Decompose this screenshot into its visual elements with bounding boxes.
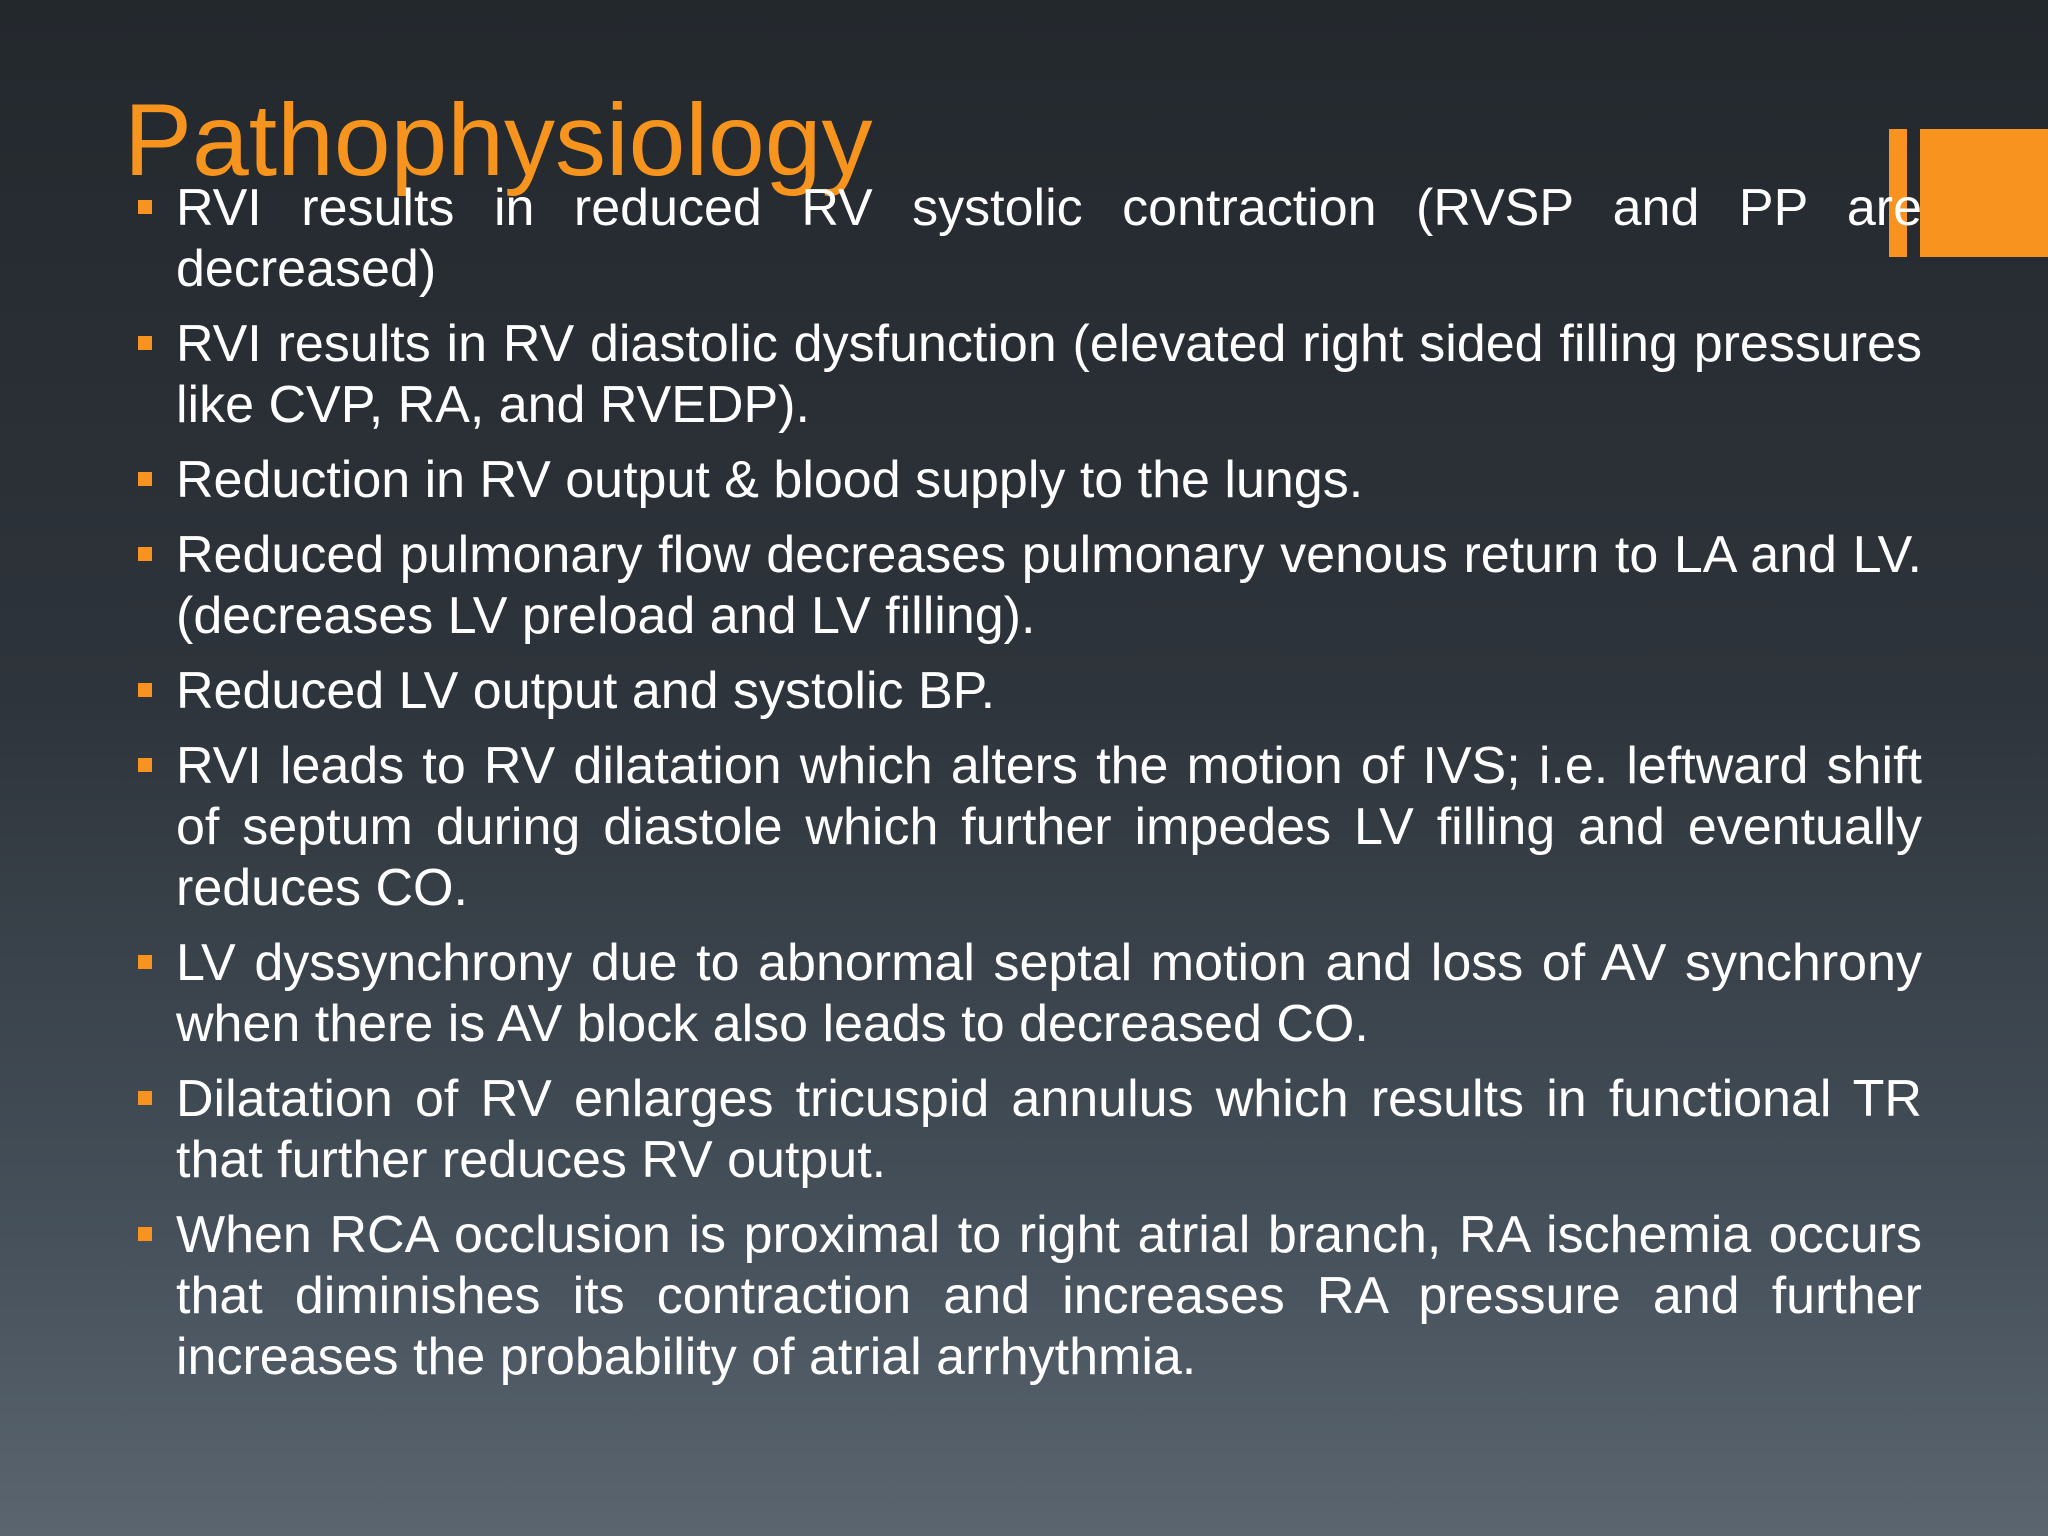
- square-bullet-icon: [138, 1227, 152, 1241]
- bullet-text: RVI leads to RV dilatation which alters the motion of IVS; i.e. leftward shift of septum during diastole which further impedes LV filling and eventually reduces CO.: [176, 737, 1922, 917]
- square-bullet-icon: [138, 1091, 152, 1105]
- square-bullet-icon: [138, 758, 152, 772]
- bullet-item: [134, 736, 1922, 919]
- accent-bar-block: [1920, 129, 2048, 257]
- bullet-list: [134, 178, 1922, 1402]
- bullet-text: Reduced LV output and systolic BP.: [176, 662, 996, 720]
- bullet-text: RVI results in reduced RV systolic contraction (RVSP and PP are decreased): [176, 179, 1922, 298]
- square-bullet-icon: [138, 472, 152, 486]
- bullet-item: [134, 1069, 1922, 1191]
- slide-title: Pathophysiology: [124, 83, 873, 198]
- square-bullet-icon: [138, 955, 152, 969]
- square-bullet-icon: [138, 336, 152, 350]
- bullet-text: Dilatation of RV enlarges tricuspid annulus which results in functional TR that further reduces RV output.: [176, 1070, 1922, 1189]
- bullet-item: [134, 314, 1922, 436]
- bullet-item: [134, 661, 1922, 722]
- bullet-item: [134, 525, 1922, 647]
- square-bullet-icon: [138, 200, 152, 214]
- bullet-item: [134, 933, 1922, 1055]
- bullet-item: [134, 1205, 1922, 1388]
- square-bullet-icon: [138, 683, 152, 697]
- bullet-text: Reduction in RV output & blood supply to the lungs.: [176, 451, 1364, 509]
- bullet-text: When RCA occlusion is proximal to right atrial branch, RA ischemia occurs that diminishes its contraction and increases RA pressure and further increases the probability of atrial arrhythmia.: [176, 1206, 1922, 1386]
- bullet-item: [134, 450, 1922, 511]
- bullet-item: [134, 178, 1922, 300]
- bullet-text: Reduced pulmonary flow decreases pulmonary venous return to LA and LV. (decreases LV preload and LV filling).: [176, 526, 1922, 645]
- bullet-text: LV dyssynchrony due to abnormal septal motion and loss of AV synchrony when there is AV block also leads to decreased CO.: [176, 934, 1922, 1053]
- bullet-text: RVI results in RV diastolic dysfunction (elevated right sided filling pressures like CVP, RA, and RVEDP).: [176, 315, 1922, 434]
- square-bullet-icon: [138, 547, 152, 561]
